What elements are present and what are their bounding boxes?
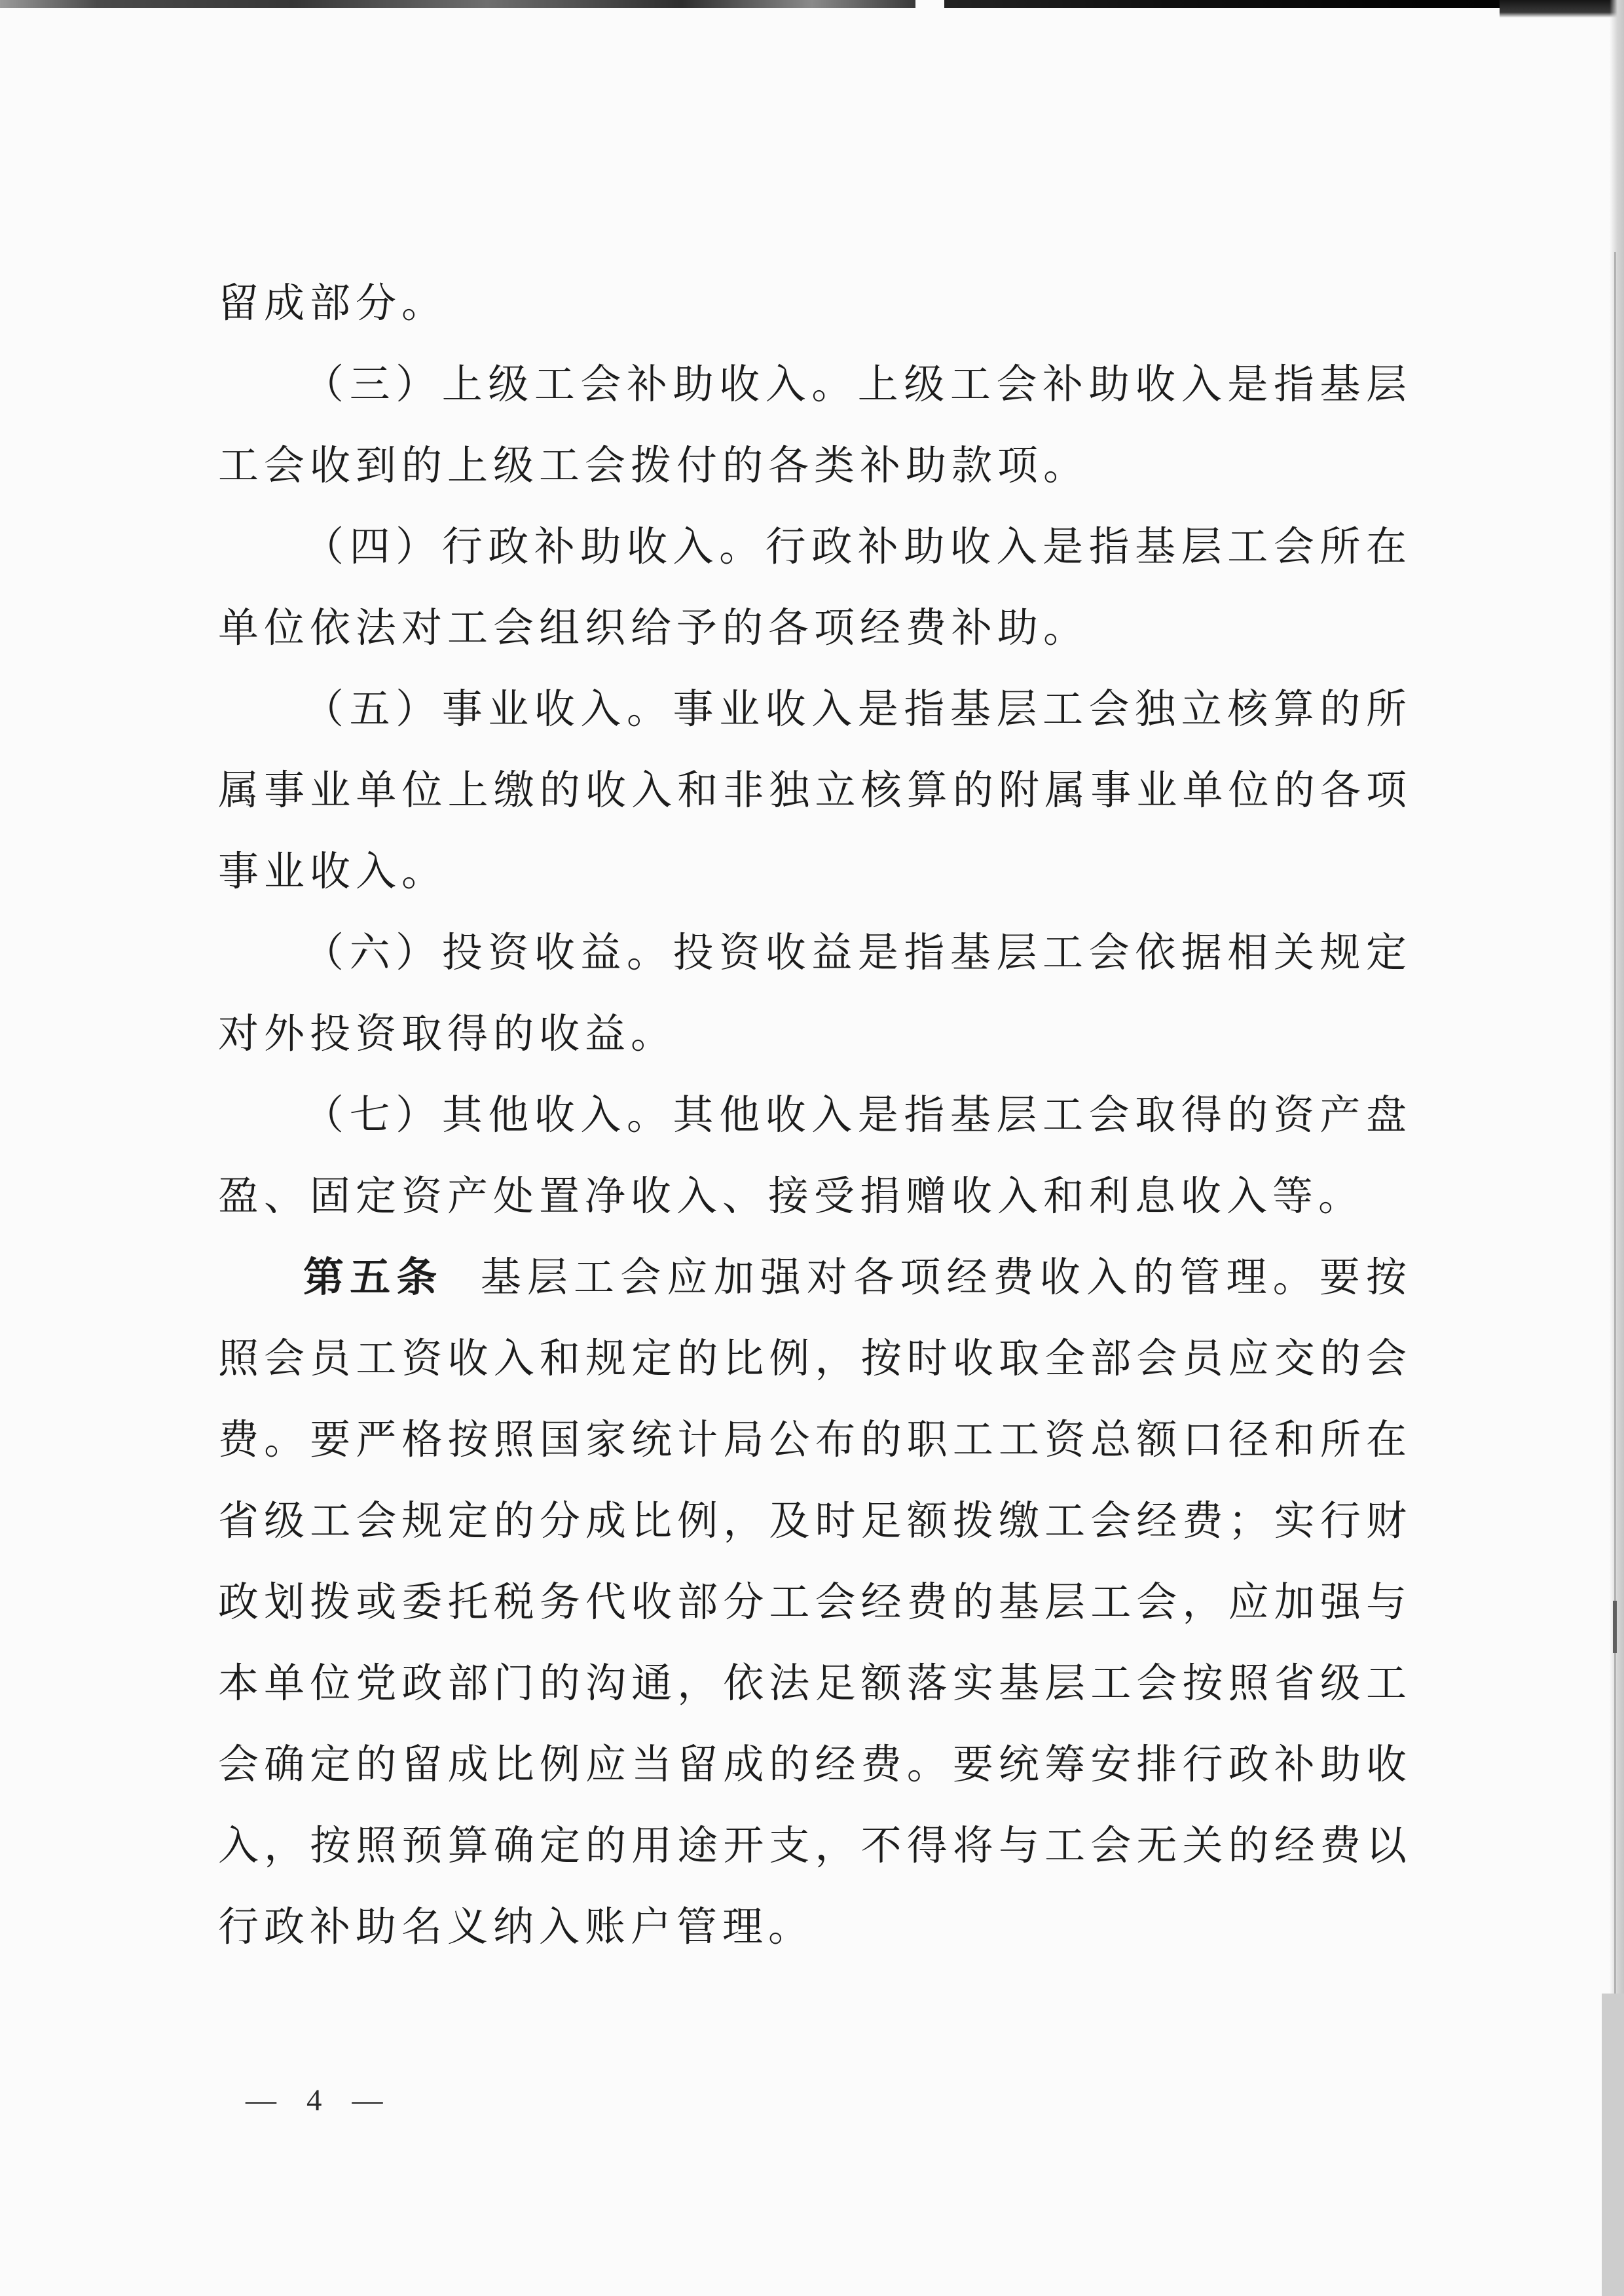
scan-artifact-top-right-corner xyxy=(1500,0,1624,18)
text-line: （七）其他收入。其他收入是指基层工会取得的资产盘 xyxy=(303,1093,1412,1138)
text-line: 工会收到的上级工会拨付的各类补助款项。 xyxy=(218,444,1090,488)
text-line: 本单位党政部门的沟通，依法足额落实基层工会按照省级工 xyxy=(218,1662,1412,1706)
article-number-bold: 第五条 xyxy=(303,1256,443,1300)
document-body xyxy=(218,263,1412,1968)
text-line: 省级工会规定的分成比例，及时足额拨缴工会经费；实行财 xyxy=(218,1499,1412,1544)
text-line: （四）行政补助收入。行政补助收入是指基层工会所在 xyxy=(303,525,1412,570)
text-line: 对外投资取得的收益。 xyxy=(218,1012,677,1057)
scan-artifact-right-line xyxy=(1614,252,1616,2296)
text-line: 入，按照预算确定的用途开支，不得将与工会无关的经费以 xyxy=(218,1824,1412,1868)
scan-artifact-top-notch xyxy=(915,0,944,8)
text-line: （五）事业收入。事业收入是指基层工会独立核算的所 xyxy=(303,687,1412,732)
page-footer xyxy=(246,2081,383,2120)
scan-artifact-right-dark-patch xyxy=(1613,1601,1617,1653)
footer-dash-right: — xyxy=(352,2083,383,2117)
scan-artifact-right-bottom-band xyxy=(1602,1994,1624,2296)
text-line: （六）投资收益。投资收益是指基层工会依据相关规定 xyxy=(303,931,1412,975)
document-lines xyxy=(218,263,1412,1968)
text-line-content: 基层工会应加强对各项经费收入的管理。要按 xyxy=(479,1256,1412,1300)
footer-dash-left: — xyxy=(246,2083,276,2117)
scan-artifact-right-edge xyxy=(1610,0,1624,2296)
text-line: 照会员工资收入和规定的比例，按时收取全部会员应交的会 xyxy=(218,1337,1412,1381)
text-line: （三）上级工会补助收入。上级工会补助收入是指基层 xyxy=(303,363,1412,407)
text-line: 事业收入。 xyxy=(218,850,448,894)
text-line xyxy=(218,1237,1412,1319)
text-line: 属事业单位上缴的收入和非独立核算的附属事业单位的各项 xyxy=(218,769,1412,813)
text-line: 费。要严格按照国家统计局公布的职工工资总额口径和所在 xyxy=(218,1418,1412,1463)
text-line: 政划拨或委托税务代收部分工会经费的基层工会，应加强与 xyxy=(218,1580,1412,1625)
page-number: 4 xyxy=(306,2083,322,2117)
text-line: 单位依法对工会组织给予的各项经费补助。 xyxy=(218,606,1090,651)
scan-artifact-top-edge xyxy=(0,0,1624,8)
text-line: 行政补助名义纳入账户管理。 xyxy=(218,1905,815,1950)
text-line: 留成部分。 xyxy=(218,282,448,326)
text-line: 会确定的留成比例应当留成的经费。要统筹安排行政补助收 xyxy=(218,1743,1412,1787)
text-line: 盈、固定资产处置净收入、接受捐赠收入和利息收入等。 xyxy=(218,1175,1365,1219)
